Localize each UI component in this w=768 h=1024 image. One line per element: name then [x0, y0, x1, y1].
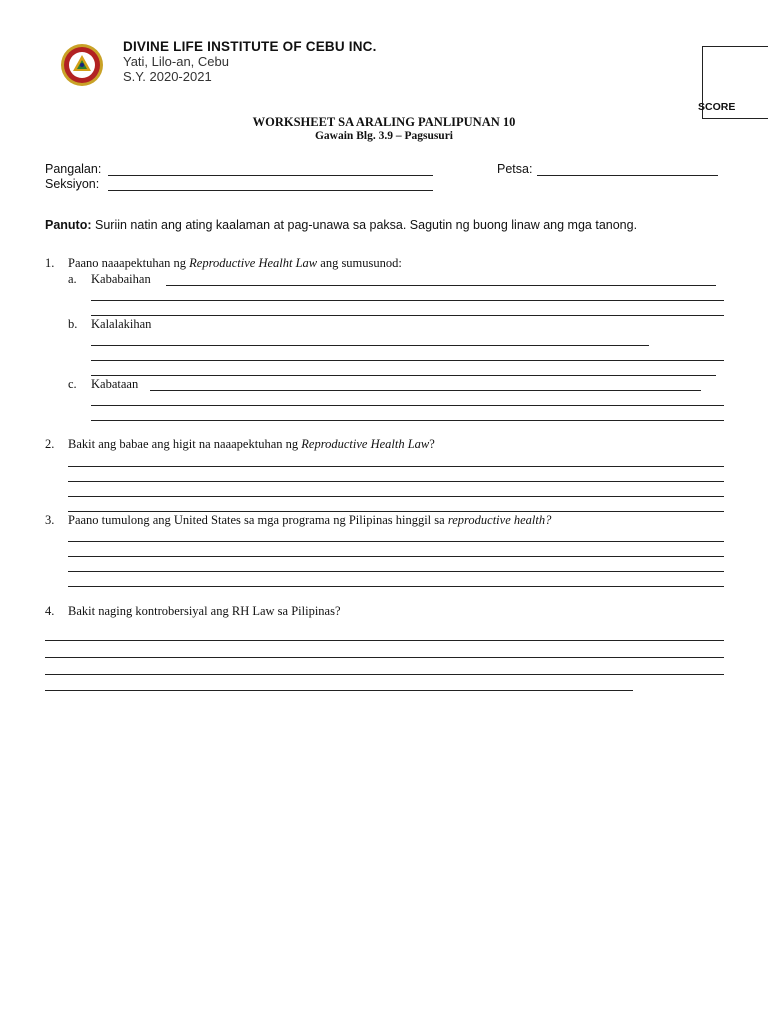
answer-line[interactable]: [68, 466, 724, 467]
answer-line[interactable]: [91, 405, 724, 406]
answer-line[interactable]: [166, 285, 716, 286]
question-number: 2.: [45, 437, 55, 451]
answer-line[interactable]: [91, 360, 724, 361]
school-address: Yati, Lilo-an, Cebu: [123, 54, 229, 69]
answer-line[interactable]: [45, 690, 633, 691]
name-label: Pangalan:: [45, 162, 102, 176]
worksheet-subtitle: Gawain Blg. 3.9 – Pagsusuri: [314, 130, 454, 142]
question-text: Bakit naging kontrobersiyal ang RH Law sa Pilipinas?: [68, 604, 341, 618]
answer-line[interactable]: [68, 556, 724, 557]
answer-line[interactable]: [68, 481, 724, 482]
subitem-label: Kalalakihan: [91, 317, 152, 331]
subitem-label: Kabataan: [91, 377, 139, 391]
score-label: SCORE: [698, 101, 736, 113]
worksheet-title: WORKSHEET SA ARALING PANLIPUNAN 10: [252, 115, 516, 129]
question-text: Bakit ang babae ang higit na naaapektuhan ng Reproductive Health Law?: [68, 437, 435, 451]
answer-line[interactable]: [68, 586, 724, 587]
answer-line[interactable]: [91, 315, 724, 316]
answer-line[interactable]: [91, 375, 716, 376]
answer-line[interactable]: [45, 657, 724, 658]
question-text: Paano tumulong ang United States sa mga programa ng Pilipinas hinggil sa reproductive health?: [68, 513, 552, 527]
answer-line[interactable]: [91, 420, 724, 421]
answer-line[interactable]: [68, 496, 724, 497]
school-seal-icon: [60, 43, 104, 87]
question-number: 3.: [45, 513, 55, 527]
answer-line[interactable]: [91, 345, 649, 346]
question-text: Paano naaapektuhan ng Reproductive Healht Law ang sumusunod:: [68, 256, 402, 270]
instructions-label: Panuto:: [45, 218, 92, 232]
subitem-letter: b.: [68, 317, 78, 331]
subitem-letter: a.: [68, 272, 77, 286]
answer-line[interactable]: [68, 511, 724, 512]
name-field[interactable]: [108, 175, 433, 176]
instructions: [45, 218, 637, 232]
date-field[interactable]: [537, 175, 718, 176]
section-label: Seksiyon:: [45, 177, 100, 191]
answer-line[interactable]: [68, 541, 724, 542]
answer-line[interactable]: [45, 674, 724, 675]
section-field[interactable]: [108, 190, 433, 191]
school-name: DIVINE LIFE INSTITUTE OF CEBU INC.: [123, 39, 377, 54]
subitem-label: Kababaihan: [91, 272, 151, 286]
subitem-letter: c.: [68, 377, 77, 391]
question-number: 4.: [45, 604, 55, 618]
question-number: 1.: [45, 256, 55, 270]
school-year: S.Y. 2020-2021: [123, 69, 212, 84]
answer-line[interactable]: [91, 300, 724, 301]
date-label: Petsa:: [497, 162, 533, 176]
answer-line[interactable]: [45, 640, 724, 641]
instructions-text: Suriin natin ang ating kaalaman at pag-unawa sa paksa. Sagutin ng buong linaw ang mga tanong.: [91, 218, 638, 232]
answer-line[interactable]: [150, 390, 701, 391]
answer-line[interactable]: [68, 571, 724, 572]
